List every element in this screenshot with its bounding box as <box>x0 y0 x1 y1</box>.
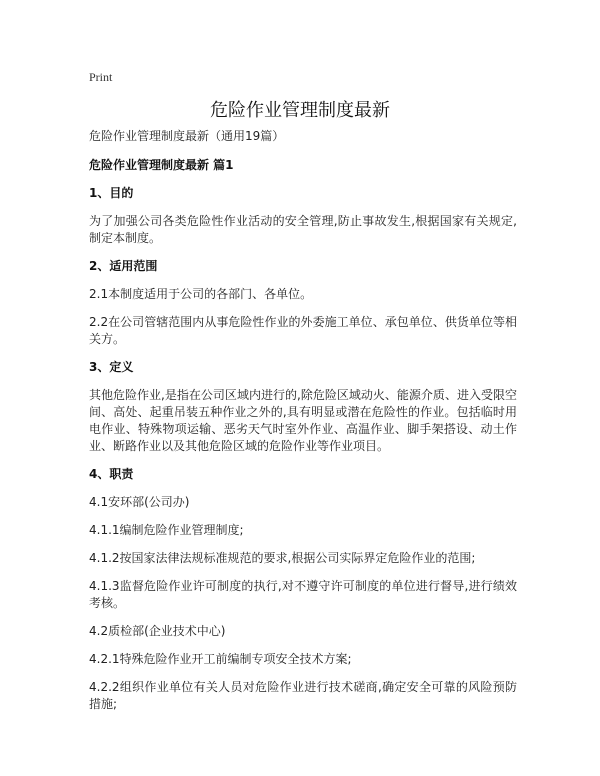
heading-definition: 3、定义 <box>89 360 134 374</box>
paragraph-scope-2: 2.2在公司管辖范围内从事危险性作业的外委施工单位、承包单位、供货单位等相关方。 <box>89 315 517 346</box>
document-body <box>89 128 517 724</box>
paragraph-4-2: 4.2质检部(企业技术中心) <box>89 624 226 638</box>
paragraph-scope-1: 2.1本制度适用于公司的各部门、各单位。 <box>89 287 313 301</box>
paragraph-definition: 其他危险作业,是指在公司区域内进行的,除危险区域动火、能源介质、进入受限空间、高处、起重吊装五种作业之外的,具有明显或潜在危险性的作业。包括临时用电作业、特殊物项运输、恶劣天气时室外作业、高温作业、脚手架搭设、动土作业、断路作业以及其他危险区域的危险作业等作业项目。 <box>89 388 517 453</box>
paragraph-4-2-2: 4.2.2组织作业单位有关人员对危险作业进行技术磋商,确定安全可靠的风险预防措施; <box>89 680 517 711</box>
document-subtitle: 危险作业管理制度最新（通用19篇） <box>89 129 285 143</box>
paragraph-4-1-3: 4.1.3监督危险作业许可制度的执行,对不遵守许可制度的单位进行督导,进行绩效考核。 <box>89 579 517 610</box>
heading-scope: 2、适用范围 <box>89 259 158 273</box>
heading-responsibilities: 4、职责 <box>89 467 134 481</box>
heading-purpose: 1、目的 <box>89 186 134 200</box>
paragraph-purpose: 为了加强公司各类危险性作业活动的安全管理,防止事故发生,根据国家有关规定,制定本制度。 <box>89 214 517 245</box>
paragraph-4-1: 4.1安环部(公司办) <box>89 495 190 509</box>
paragraph-4-1-1: 4.1.1编制危险作业管理制度; <box>89 523 244 537</box>
paragraph-4-1-2: 4.1.2按国家法律法规标准规范的要求,根据公司实际界定危险作业的范围; <box>89 551 476 565</box>
paragraph-4-2-1: 4.2.1特殊危险作业开工前编制专项安全技术方案; <box>89 652 352 666</box>
section-title: 危险作业管理制度最新 篇1 <box>89 158 234 172</box>
print-label: Print <box>89 70 113 84</box>
page-title: 危险作业管理制度最新 <box>210 100 390 121</box>
